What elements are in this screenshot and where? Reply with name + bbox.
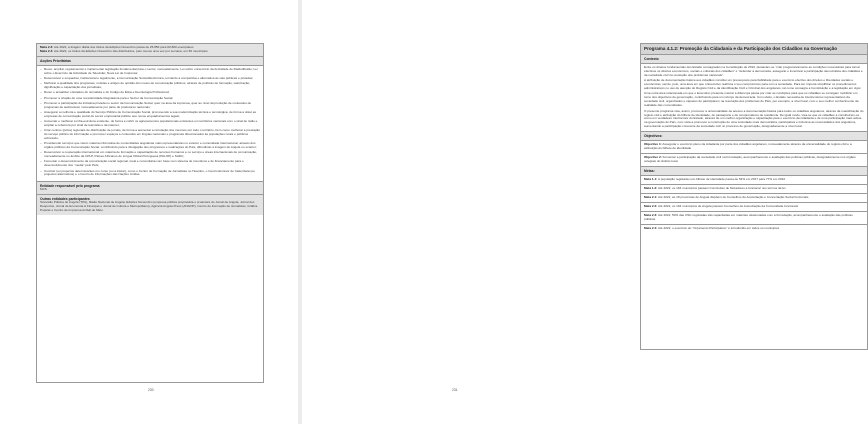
left-page bbox=[0, 0, 298, 424]
acao-item: – Rever e actualizar o Estatuto do Jornalista e do Código de Ética e Deontologia Profissional; bbox=[40, 91, 260, 95]
meta-2-3: Meta 2.3: Até 2022, a tiragem diária dos títulos da Edições Novembro passa de 25.850 para 60.800 exemplares bbox=[40, 45, 194, 49]
acao-item: – Rever, ampliar, regulamentar e implementar legislação fundamental para o sector, nomeadamente: Lei sobre o Exercício da Actividade de Radiodifusão; Lei sobre o Exercício da Actividade de Televisão; Nova Lei de Imprensa; bbox=[40, 68, 260, 76]
page-number-right: 231 bbox=[452, 388, 458, 392]
entidade-value: MCS bbox=[40, 186, 47, 191]
acoes-list bbox=[37, 66, 263, 182]
contexto-heading: Contexto bbox=[641, 55, 867, 64]
left-table bbox=[36, 43, 264, 383]
acoes-heading: Acções Prioritárias bbox=[37, 57, 263, 66]
objectivo-2: Objectivo 2: Fomentar a participação da sociedade civil na formulação, acompanhamento e avaliação das políticas públicas, designadamente nos órgãos colegiais do âmbito local bbox=[641, 154, 867, 167]
page-number-left: 230 bbox=[148, 388, 154, 392]
acao-item: – Aumentar e melhorar a infra-estrutura existente, de forma a cobrir os agrupamentos populacionais existentes em territórios nacionais com o sinal de rádio e ampliar a cobertura por sinal de televisão e da internet; bbox=[40, 120, 260, 128]
outras-value: Televisão Pública de Angola (TPA), Rádio Nacional de Angola, Edições Novembro (empresa pública proprietária e produtora do Jornal de Angola, Jornal dos Desportos, Jornal de Economia & Finanças e Jornal de Cultura e Metropolitano), Agência Angola Press (ANGOP), Centro de Formação de Jornalistas, Gráfica Popular e Centro de Imprensa Aníbal de Melo. bbox=[40, 199, 258, 212]
contexto-body bbox=[641, 64, 867, 132]
meta-2-1: Meta 2.1: Até 2022, as 18 províncias de Angola dispõem de Conselhos de Auscultação e Concertação Social funcionais bbox=[641, 194, 867, 203]
objectivo-1: Objectivo 1: Assegurar o exercício pleno da cidadania por parte dos cidadãos angolanos, nomeadamente através da universalidade do registo civil e a atribuição do bilhete de identidade bbox=[641, 141, 867, 154]
acao-item: – Desenvolver e enquadrar, institucional e legalmente, a Comunicação Social Electrónica, tornando a competitiva e alternativa às vias públicas e privadas; bbox=[40, 77, 260, 81]
acao-item: – Concluir (ou projectos determinantes em curso (ou a iniciar), como o Centro de Formação de Jornalistas no Huambo, o Centro Emissor de Catumbela (ou projectos alternativos) e o Centro de Informações das Nações Unidas. bbox=[40, 170, 260, 178]
right-page bbox=[302, 0, 864, 424]
acao-item: – Providenciar serviços que visem matéria informativa de comunidades angolanas mais representativas no exterior e comunidade internacional, através dos órgãos públicos da Comunicação Social, contribuindo para a divulgação dos progressos e realizações do País, difundindo a imagem de Angola no exterior; bbox=[40, 142, 260, 150]
acao-item: – Fomentar o desenvolvimento da comunicação social regional, local e comunitária com base num sistema de incentivos e de financiamento para o desenvolvimento dos “media” pelo País; bbox=[40, 160, 260, 168]
acao-item: – Melhorar a qualidade dos programas, notícias e artigos de opinião dos meios de comunicação públicos, através de políticas de formação, valorização, dignificação e capacitação dos jornalistas; bbox=[40, 82, 260, 90]
meta-2-2: Meta 2.2: Até 2022, os 164 municípios de Angola passam Conselhos de Auscultação da Comunidade funcionais bbox=[641, 203, 867, 212]
metas-heading: Metas: bbox=[641, 167, 867, 176]
contexto-paragraph: O presente programa visa, assim, promover a universalidade de acesso a documentação básica para todos os cidadãos angolanos, através da massificação do registo civil e atribuição do bilhete de identidade, do passaporte e de comprovativos de residência. De igual modo, visa-se que os cidadãos a constituírem-se como um verdadeiro interlocutor do Estado, através de um melhor organização e capacitação para o exercício da cidadania e de uma participação mais activa na governação do País, com vista a promover a construção de uma sociedade mais democrática, participativa e inclusiva as necessidades dos angolanos, aumentando a participação crescente da sociedade civil no processo de governação, designadamente a nível local. bbox=[644, 108, 864, 129]
acao-item: – Promover a participação da iniciativa privada no sector da Comunicação Social, quer na área da imprensa, quer ao nível da produção de conteúdos de programas de audiovisual, nomeadamente por parte de produtores nacionais; bbox=[40, 102, 260, 110]
acao-item: – Criar centros (pólos) regionais de distribuição de jornais, de forma a aumentar a circulação dos mesmos por todo o território, bem como melhorar a prestação do serviço público de informação e promover espaços e conteúdos em línguas nacionais e programas direccionados às populações rurais e públicos sobretudo; bbox=[40, 129, 260, 141]
top-metas-row bbox=[37, 44, 263, 57]
entidade-label: Entidade responsável pelo programa bbox=[40, 183, 100, 188]
contexto-paragraph: Uma outra área relacionada em que o Executivo pretende marcar a diferença passa por criar as condições para que os cidadãos se consigam mobilizar em torno dos objectivos de governação, contribuindo para um reforço da democracia. Com efeito, o Estado necessita de interlocutores representativos da sociedade civil, organizados e capazes de participarem na resolução dos problemas do País, por exemplo, a nível local, com o seu melhor conhecimento da realidade das comunidades. bbox=[644, 91, 859, 108]
meta-2-4: Meta 2.4: Até 2022, o exercício do “Orçamento Participativo” é introduzido em todos os municípios bbox=[644, 225, 780, 230]
outras-row bbox=[37, 195, 263, 215]
meta-1-1: Meta 1.1: A população registada com bilhete de identidade passa de 54% em 2017 para 77% em 2022 bbox=[641, 176, 867, 185]
acao-item: – Promover a criação de uma nova Entidade Reguladora para o Sector da Comunicação Social; bbox=[40, 97, 260, 101]
entidade-row bbox=[37, 182, 263, 195]
meta-2-3: Meta 2.3: Até 2022, 50% das OSC registadas são capacitadas em matérias relacionadas com a formulação, acompanhamento e avaliação das políticas públicas bbox=[641, 212, 867, 225]
right-table bbox=[640, 43, 868, 350]
contexto-paragraph: Entre os direitos fundamentais dos Estado consagrados na Constituição de 2010, destacam-se “criar progressivamente as condições necessárias para tornar efectivos os direitos económicos, sociais e culturais dos cidadãos” e “defender a democracia, assegurar e incentivar a participação democrática dos cidadãos e da sociedade civil na resolução dos problemas nacionais”. bbox=[644, 64, 863, 77]
acao-item: – Desenvolver a cooperação internacional em matéria de formação e capacitação de recursos humanos e no serviço e áreas internacionais de comunicação, nomeadamente no âmbito da CPLP, Países Africanos de Língua Oficial Portuguesa (PALOP) e SADC; bbox=[40, 151, 260, 159]
contexto-paragraph: A atribuição de documentação básica aos cidadãos constitui um pressuposto para fiabilidade para o exercício efectivo dos direitos e liberdades sociais e económicas, sendo, pois, uma área em que o Executivo reafirma o seu compromisso para com a sociedade. Para tal, importa simplificar os procedimentos administrativos no uso de atenção do Registo Civil e da identificação Civil e Criminal dos angolanos, tal como consagra a Constituição e a legislação em vigor. bbox=[644, 78, 862, 90]
meta-1-2: Meta 1.2: Até 2022, os 164 municípios passam Comissões de Moradores a funcionar nos termos da lei bbox=[641, 185, 867, 194]
meta-2-4: Meta 2.4: Até 2022, os títulos da Edições Novembro são distribuídos, pelo menos uma vez por semana, em 60 municípios bbox=[40, 48, 208, 53]
objectivos-heading: Objectivos: bbox=[641, 132, 867, 141]
acao-item: – Assegurar a melhoria e qualidade do Serviço Público de Comunicação Social, promovendo a sua modernização técnica e tecnológica, de forma a dotar as empresas de comunicação social do sector empresarial público aos novos enquadramentos legais; bbox=[40, 111, 260, 119]
programa-title: Programa 4.1.2: Promoção da Cidadania e da Participação dos Cidadãos na Governação bbox=[641, 44, 867, 55]
outras-label: Outras entidades participantes bbox=[40, 196, 90, 201]
